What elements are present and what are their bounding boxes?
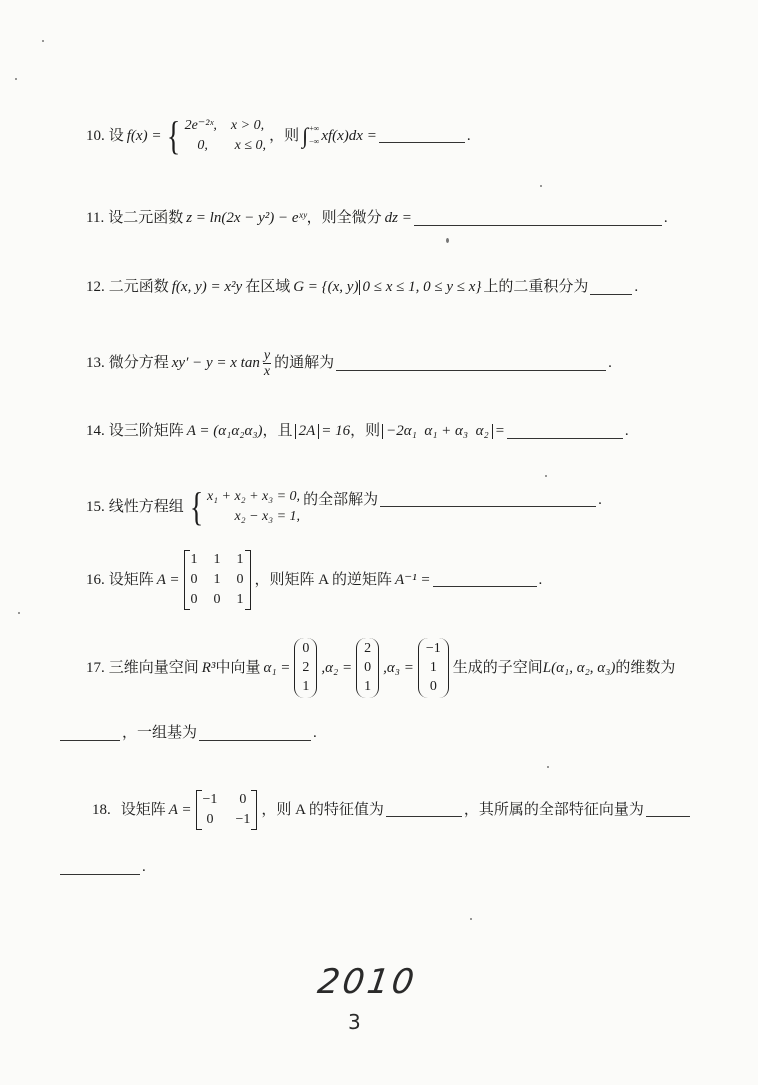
q18-eigenvector-blank[interactable] — [646, 815, 690, 817]
q17-v1-cell: 2 — [302, 660, 310, 675]
q13-answer-blank[interactable] — [336, 369, 606, 371]
q18-matrix-cell: −1 — [202, 792, 218, 807]
q16-matrix-cell: 0 — [190, 592, 198, 607]
q10-lower-limit: −∞ — [309, 137, 320, 146]
q11-expr: z = ln(2x − y²) − eˣʸ — [186, 210, 307, 226]
q17-basis-blank[interactable] — [199, 739, 311, 741]
question-12 — [86, 280, 638, 295]
q14-det-2a: 2A — [295, 424, 320, 439]
q16-matrix-cell: 1 — [236, 592, 244, 607]
q16-matrix-cell: 1 — [236, 552, 244, 567]
q13-text: 微分方程 — [108, 355, 169, 372]
q17-vector-2 — [356, 638, 379, 698]
q18-matrix-cell: 0 — [206, 812, 214, 827]
question-18-line-2 — [58, 860, 146, 875]
q10-number: 10. — [86, 127, 105, 144]
q13-number: 13. — [86, 355, 105, 372]
q12-number: 12. — [86, 279, 105, 295]
q10-answer-blank[interactable] — [379, 141, 465, 143]
scan-speck — [446, 238, 449, 243]
q17-dimension-blank[interactable] — [60, 739, 120, 741]
question-13 — [86, 348, 612, 380]
q14-expr: A = (α₁α₂α₃) — [186, 423, 263, 439]
q17-text: 三维向量空间 — [108, 659, 199, 676]
q14-mid: ，且 — [262, 423, 293, 439]
q11-dz: dz = — [384, 210, 412, 226]
q13-after: 的通解为 — [274, 355, 335, 372]
q17-line2-mid: ，一组基为 — [122, 725, 198, 741]
q17-space: R³ — [201, 659, 216, 676]
q15-eq1: x₁ + x₂ + x₃ = 0, — [206, 489, 301, 504]
q12-text: 二元函数 — [108, 279, 169, 295]
q14-eq16: = 16 — [321, 423, 351, 439]
handwritten-year: 2010 — [315, 962, 420, 1002]
q15-after: 的全部解为 — [303, 491, 379, 508]
q17-v1-cell: 1 — [302, 679, 310, 694]
q13-frac-den: x — [263, 364, 271, 380]
scan-speck — [470, 918, 472, 920]
q12-after: 上的二重积分为 — [483, 279, 589, 295]
q16-matrix-cell: 1 — [213, 572, 221, 587]
q14-answer-blank[interactable] — [507, 437, 623, 439]
q17-v1-cell: 0 — [302, 641, 310, 656]
scan-speck — [540, 185, 542, 187]
q10-lead: 设 — [108, 127, 124, 144]
q18-after2: ，其所属的全部特征向量为 — [463, 801, 644, 818]
q18-matrix — [196, 790, 258, 830]
q12-cond: 0 ≤ x ≤ 1, 0 ≤ y ≤ x} — [359, 280, 481, 295]
q18-matrix-cell: −1 — [235, 812, 251, 827]
q17-v3-cell: −1 — [425, 641, 441, 656]
q15-system — [187, 484, 301, 529]
question-17 — [86, 638, 675, 698]
q17-v2-cell: 2 — [364, 641, 372, 656]
question-17-line-2 — [58, 726, 317, 741]
scan-speck — [18, 612, 20, 614]
q15-text: 线性方程组 — [108, 498, 184, 515]
q10-case1-expr: 2e⁻²ˣ, — [184, 118, 217, 133]
q15-eq2: x₂ − x₃ = 1, — [234, 509, 301, 524]
q16-matrix-cell: 0 — [190, 572, 198, 587]
q16-matrix-cell: 1 — [213, 552, 221, 567]
q16-matrix-cell: 1 — [190, 552, 198, 567]
integral-icon: ∫ — [302, 123, 309, 148]
q16-a-eq: A = — [156, 571, 180, 588]
q18-eigenvalue-blank[interactable] — [386, 815, 462, 817]
q18-a-eq: A = — [168, 801, 192, 818]
q16-matrix-cell: 0 — [236, 572, 244, 587]
page-number: 3 — [348, 1010, 361, 1034]
q16-ainv: A⁻¹ = — [395, 571, 431, 588]
q11-end: . — [663, 210, 668, 226]
q15-end: . — [598, 491, 602, 508]
q10-case2-cond: x ≤ 0, — [234, 138, 267, 153]
q17-v3-cell: 0 — [429, 679, 437, 694]
q16-matrix — [184, 550, 251, 610]
scan-speck — [42, 40, 44, 42]
q14-number: 14. — [86, 423, 105, 439]
q10-integrand: xf(x)dx = — [321, 127, 377, 144]
q10-piecewise — [164, 113, 267, 158]
q18-text: 设矩阵 — [120, 801, 166, 818]
scan-speck — [15, 78, 17, 80]
q18-eigenvector-blank-cont[interactable] — [60, 873, 140, 875]
q12-region: G = {(x, y) — [293, 279, 359, 295]
q18-matrix-cell: 0 — [239, 792, 247, 807]
q18-number: 18. — [92, 801, 111, 818]
q10-limits — [309, 123, 319, 149]
q18-end: . — [142, 859, 146, 875]
q14-det-expr: −2α₁ α₁ + α₃ α₂ — [382, 424, 493, 439]
question-14 — [86, 424, 629, 439]
scan-speck — [545, 475, 547, 477]
q15-answer-blank[interactable] — [380, 505, 596, 507]
q12-mid: 在区域 — [245, 279, 291, 295]
q14-then: ，则 — [350, 423, 381, 439]
q16-matrix-cell: 0 — [213, 592, 221, 607]
q17-after: 生成的子空间 — [452, 659, 543, 676]
q12-answer-blank[interactable] — [590, 293, 632, 295]
q11-text: 设二元函数 — [108, 210, 184, 226]
q13-fraction — [263, 348, 271, 380]
left-brace-icon: { — [167, 113, 181, 158]
q11-mid: ，则全微分 — [306, 210, 382, 226]
left-brace-icon: { — [189, 484, 204, 529]
q17-v3-cell: 1 — [429, 660, 437, 675]
question-15 — [86, 484, 602, 529]
question-18 — [92, 790, 692, 830]
scan-speck — [547, 766, 549, 768]
question-16 — [86, 550, 542, 610]
q17-a2: ,α₂ = — [321, 659, 353, 676]
q17-vector-3 — [418, 638, 449, 698]
q13-expr: xy′ − y = x tan — [171, 355, 260, 372]
q17-v2-cell: 0 — [364, 660, 372, 675]
q16-text: 设矩阵 — [108, 571, 154, 588]
q12-fxy: f(x, y) = x²y — [171, 279, 243, 295]
q17-end: . — [313, 725, 317, 741]
q11-number: 11. — [86, 210, 105, 226]
question-10 — [86, 113, 471, 158]
q16-after: ，则矩阵 A 的逆矩阵 — [254, 571, 393, 588]
q17-vector-1 — [294, 638, 317, 698]
q13-end: . — [608, 355, 612, 372]
q17-span: L(α₁, α₂, α₃) — [542, 659, 616, 676]
q10-case1-cond: x > 0, — [230, 118, 265, 133]
question-11 — [86, 211, 668, 226]
q10-case2-expr: 0, — [197, 138, 208, 153]
q10-end: . — [466, 127, 471, 144]
q17-a3: ,α₃ = — [383, 659, 414, 676]
q16-answer-blank[interactable] — [433, 585, 537, 587]
q11-answer-blank[interactable] — [414, 224, 662, 226]
q17-v2-cell: 1 — [364, 679, 372, 694]
q18-after: ，则 A 的特征值为 — [261, 801, 384, 818]
q10-upper-limit: +∞ — [309, 124, 320, 134]
q17-mid: 中向量 — [215, 659, 261, 676]
q14-end: . — [624, 423, 629, 439]
q15-number: 15. — [86, 498, 105, 515]
q17-after2: 的维数为 — [615, 659, 676, 676]
q16-number: 16. — [86, 571, 105, 588]
q17-number: 17. — [86, 659, 105, 676]
q13-frac-num: y — [263, 348, 271, 363]
q10-fx: f(x) = — [126, 127, 162, 144]
q14-eq: = — [494, 423, 505, 439]
q16-end: . — [538, 571, 543, 588]
q17-a1: α₁ = — [263, 659, 291, 676]
q10-then: ，则 — [269, 127, 300, 144]
q12-end: . — [634, 279, 639, 295]
q14-text: 设三阶矩阵 — [108, 423, 184, 439]
